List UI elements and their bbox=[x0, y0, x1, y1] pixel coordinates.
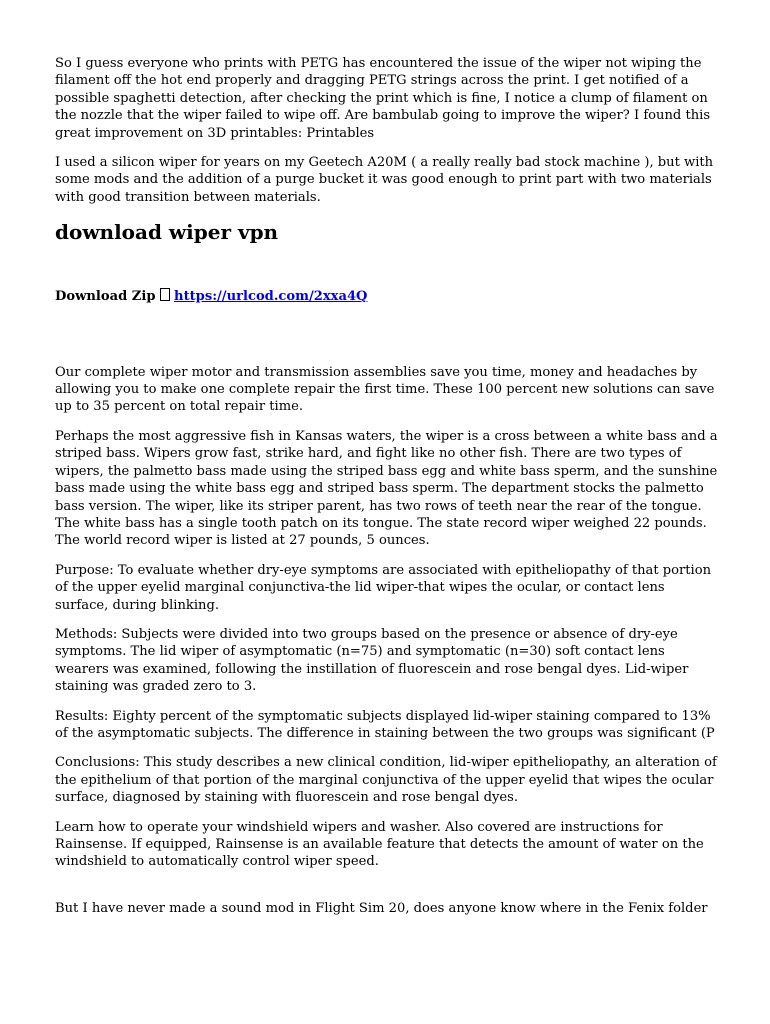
body-paragraph-1: Our complete wiper motor and transmission assemblies save you time, money and headaches by allowing you to make one complete repair the first time. These 100 percent new solutions can save up to 35 percent on total repair time. bbox=[55, 364, 715, 415]
box-glyph-icon bbox=[160, 288, 170, 301]
body-paragraph-6: Conclusions: This study describes a new clinical condition, lid-wiper epitheliopathy, an alteration of the epithelium of that portion of the marginal conjunctiva of the upper eyelid that wipes the ocular surface, diagnosed by staining with fluorescein and rose bengal dyes. bbox=[55, 755, 717, 806]
body-paragraph-5: Results: Eighty percent of the symptomatic subjects displayed lid-wiper staining compared to 13% of the asymptomatic subjects. The difference in staining between the two groups was significant (P bbox=[55, 708, 715, 741]
intro-paragraph-1: So I guess everyone who prints with PETG has encountered the issue of the wiper not wiping the filament off the hot end properly and dragging PETG strings across the print. I get notified of a possible spaghetti detection, after checking the print which is fine, I notice a clump of filament on the nozzle that the wiper failed to wipe off. Are bambulab going to improve the wiper? I found this great improvement on 3D printables: Printables bbox=[55, 56, 711, 141]
spacer bbox=[55, 883, 719, 900]
download-line bbox=[55, 288, 719, 305]
download-link[interactable]: https://urlcod.com/2xxa4Q bbox=[174, 289, 368, 305]
body-paragraph-3: Purpose: To evaluate whether dry-eye symptoms are associated with epitheliopathy of that portion of the upper eyelid marginal conjunctiva-the lid wiper-that wipes the ocular, or contact lens surface, during blinking. bbox=[55, 562, 712, 613]
spacer bbox=[55, 306, 719, 364]
intro-paragraph-2: I used a silicon wiper for years on my Geetech A20M ( a really really bad stock machine ), but with some mods and the addition of a purge bucket it was good enough to print part with two materials with good transition between materials. bbox=[55, 155, 714, 205]
download-label: Download Zip bbox=[55, 289, 156, 305]
body-paragraph-4: Methods: Subjects were divided into two groups based on the presence or absence of dry-eye symptoms. The lid wiper of asymptomatic (n=75) and symptomatic (n=30) soft contact lens wearers was examined, following the instillation of fluorescein and rose bengal dyes. Lid-wiper staining was graded zero to 3. bbox=[55, 626, 689, 695]
last-paragraph: But I have never made a sound mod in Flight Sim 20, does anyone know where in the Fenix folder bbox=[55, 900, 708, 916]
body-paragraph-7: Learn how to operate your windshield wipers and washer. Also covered are instructions for Rainsense. If equipped, Rainsense is an available feature that detects the amount of water on the windshield to automatically control wiper speed. bbox=[55, 819, 704, 870]
body-paragraph-2: Perhaps the most aggressive fish in Kansas waters, the wiper is a cross between a white bass and a striped bass. Wipers grow fast, strike hard, and fight like no other fish. There are two types of wipers, the palmetto bass made using the striped bass egg and white bass sperm, and the sunshine bass made using the white bass egg and striped bass sperm. The department stocks the palmetto bass version. The wiper, like its striper parent, has two rows of teeth near the rear of the tongue. The white bass has a single tooth patch on its tongue. The state record wiper weighed 22 pounds. The world record wiper is listed at 27 pounds, 5 ounces. bbox=[55, 428, 718, 549]
page-heading: download wiper vpn bbox=[55, 220, 279, 245]
document-page bbox=[55, 55, 719, 929]
